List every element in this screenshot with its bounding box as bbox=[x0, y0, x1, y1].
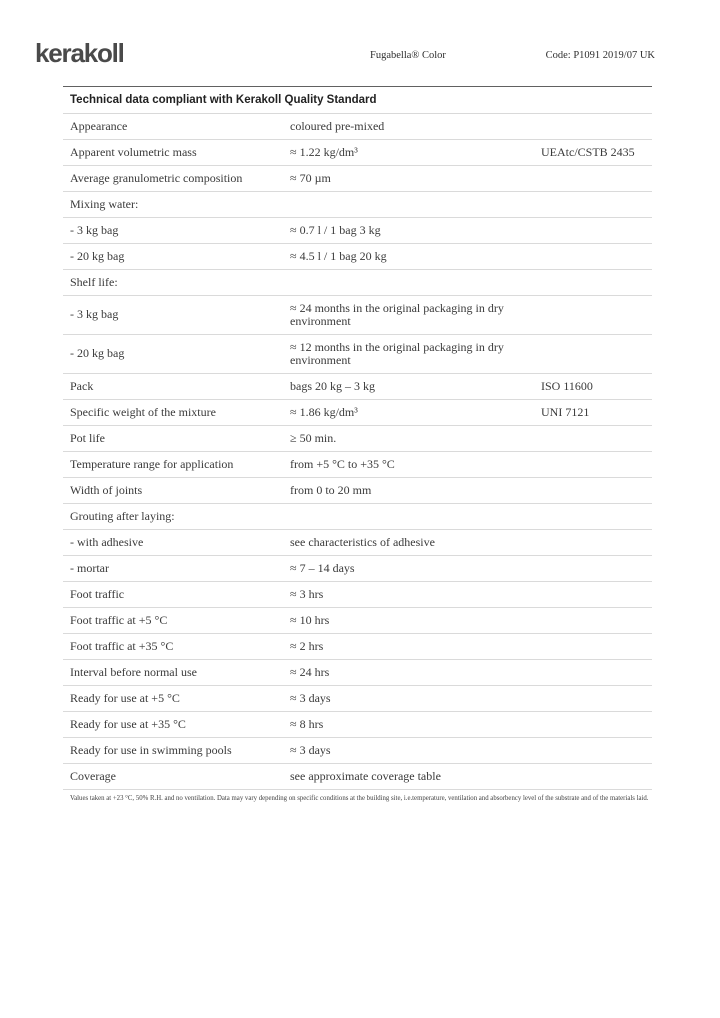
row-value: ≈ 2 hrs bbox=[290, 638, 324, 653]
row-value bbox=[290, 510, 541, 524]
row-standard: UNI 7121 bbox=[541, 404, 590, 419]
table-row bbox=[63, 400, 652, 426]
row-label: Mixing water: bbox=[70, 196, 139, 211]
row-label: Pot life bbox=[70, 430, 105, 445]
table-row bbox=[63, 712, 652, 738]
table-title: Technical data compliant with Kerakoll Quality Standard bbox=[63, 87, 652, 114]
row-label: Width of joints bbox=[70, 482, 143, 497]
row-value: ≈ 4.5 l / 1 bag 20 kg bbox=[290, 248, 387, 263]
table-row bbox=[63, 114, 652, 140]
table-row bbox=[63, 634, 652, 660]
row-value: ≈ 8 hrs bbox=[290, 716, 324, 731]
technical-data-table bbox=[63, 86, 652, 790]
technical-data-table-body bbox=[63, 114, 652, 790]
row-value: ≈ 12 months in the original packaging in dry environment bbox=[290, 339, 504, 367]
table-row bbox=[63, 335, 652, 374]
row-value: ≈ 0.7 l / 1 bag 3 kg bbox=[290, 222, 381, 237]
row-label: - 3 kg bag bbox=[70, 222, 119, 237]
row-label: Grouting after laying: bbox=[70, 508, 175, 523]
row-label: Pack bbox=[70, 378, 94, 393]
table-row bbox=[63, 218, 652, 244]
table-row bbox=[63, 504, 652, 530]
table-row bbox=[63, 738, 652, 764]
row-value: ≈ 1.22 kg/dm³ bbox=[290, 144, 358, 159]
row-label: Apparent volumetric mass bbox=[70, 144, 197, 159]
product-name: Fugabella® Color bbox=[370, 50, 446, 61]
row-value: ≈ 24 hrs bbox=[290, 664, 330, 679]
row-label: Temperature range for application bbox=[70, 456, 234, 471]
table-row bbox=[63, 296, 652, 335]
table-row bbox=[63, 530, 652, 556]
row-label: Specific weight of the mixture bbox=[70, 404, 216, 419]
row-value: coloured pre-mixed bbox=[290, 118, 385, 133]
row-label: Foot traffic at +5 °C bbox=[70, 612, 168, 627]
row-label: Ready for use at +5 °C bbox=[70, 690, 180, 705]
table-row bbox=[63, 244, 652, 270]
table-row bbox=[63, 582, 652, 608]
row-value: ≈ 3 days bbox=[290, 742, 331, 757]
document-header bbox=[0, 0, 720, 86]
row-label: Interval before normal use bbox=[70, 664, 197, 679]
row-label: Appearance bbox=[70, 118, 128, 133]
kerakoll-logo: kerakoll bbox=[35, 38, 124, 68]
table-row bbox=[63, 686, 652, 712]
row-value: ≈ 24 months in the original packaging in dry environment bbox=[290, 300, 504, 328]
row-value: ≈ 1.86 kg/dm³ bbox=[290, 404, 358, 419]
table-row bbox=[63, 192, 652, 218]
row-value: ≈ 3 days bbox=[290, 690, 331, 705]
row-value: from +5 °C to +35 °C bbox=[290, 456, 395, 471]
row-value bbox=[290, 276, 541, 290]
table-row bbox=[63, 478, 652, 504]
row-value: ≈ 3 hrs bbox=[290, 586, 324, 601]
row-standard: ISO 11600 bbox=[541, 378, 593, 393]
row-label: - 20 kg bag bbox=[70, 346, 125, 361]
table-row bbox=[63, 556, 652, 582]
row-value: from 0 to 20 mm bbox=[290, 482, 372, 497]
row-label: Shelf life: bbox=[70, 274, 118, 289]
table-row bbox=[63, 452, 652, 478]
table-row bbox=[63, 764, 652, 790]
document-code: Code: P1091 2019/07 UK bbox=[545, 50, 655, 61]
row-label: Foot traffic at +35 °C bbox=[70, 638, 174, 653]
row-value: ≈ 7 – 14 days bbox=[290, 560, 355, 575]
row-value bbox=[290, 198, 541, 212]
table-row bbox=[63, 270, 652, 296]
table-row bbox=[63, 608, 652, 634]
row-label: - 3 kg bag bbox=[70, 307, 119, 322]
table-row bbox=[63, 166, 652, 192]
row-standard: UEAtc/CSTB 2435 bbox=[541, 144, 635, 159]
row-label: - 20 kg bag bbox=[70, 248, 125, 263]
row-value: ≥ 50 min. bbox=[290, 430, 337, 445]
row-value: see characteristics of adhesive bbox=[290, 534, 435, 549]
row-label: Ready for use at +35 °C bbox=[70, 716, 186, 731]
footnote: Values taken at +23 °C, 50% R.H. and no ventilation. Data may vary depending on specific conditions at the building site, i.e.temperature, ventilation and absorbency level of the substrate and of the materials laid. bbox=[70, 795, 649, 802]
row-value: ≈ 10 hrs bbox=[290, 612, 330, 627]
row-value: see approximate coverage table bbox=[290, 768, 441, 783]
row-value: ≈ 70 µm bbox=[290, 170, 331, 185]
row-label: - with adhesive bbox=[70, 534, 144, 549]
row-label: Foot traffic bbox=[70, 586, 125, 601]
row-label: Average granulometric composition bbox=[70, 170, 243, 185]
row-label: Ready for use in swimming pools bbox=[70, 742, 232, 757]
table-row bbox=[63, 660, 652, 686]
row-label: - mortar bbox=[70, 560, 109, 575]
table-row bbox=[63, 374, 652, 400]
row-value: bags 20 kg – 3 kg bbox=[290, 378, 375, 393]
table-row bbox=[63, 140, 652, 166]
row-label: Coverage bbox=[70, 768, 116, 783]
table-row bbox=[63, 426, 652, 452]
